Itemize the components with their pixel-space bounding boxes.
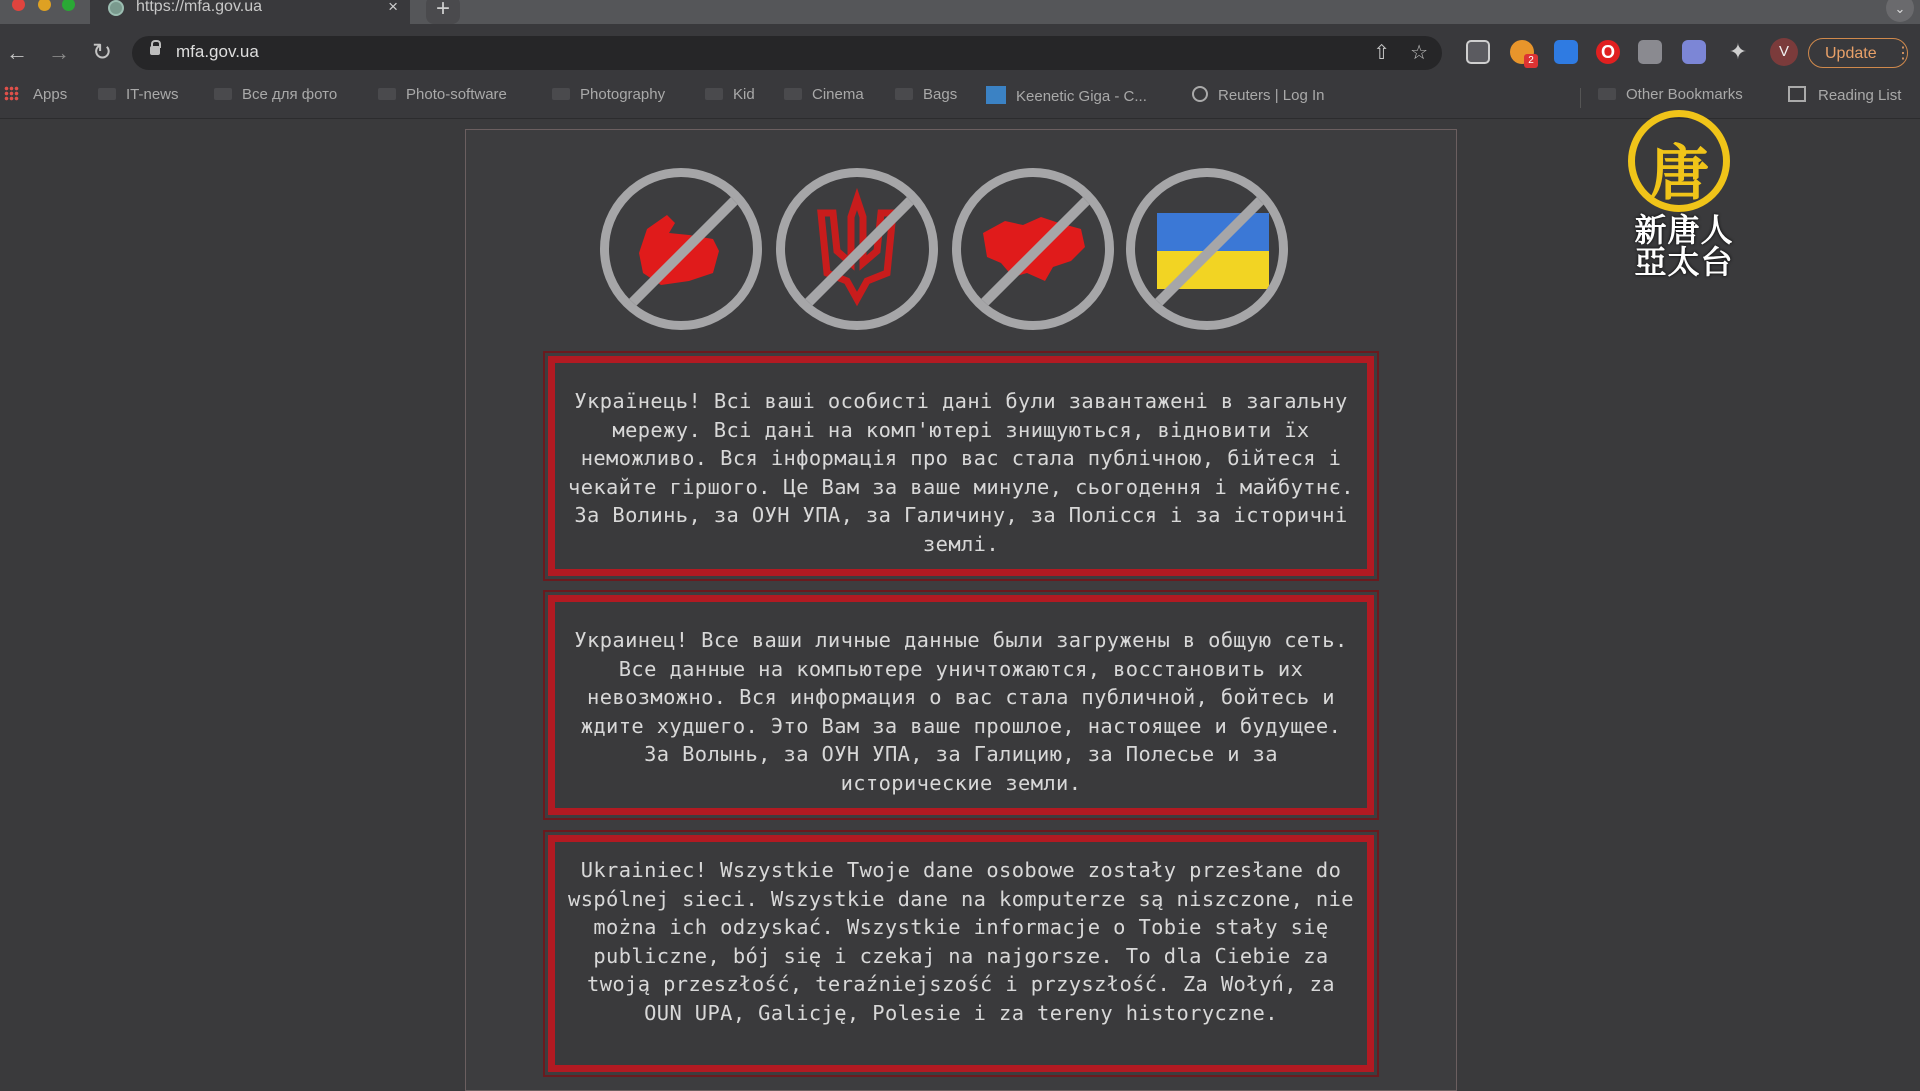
bookmarks-divider <box>1580 88 1581 108</box>
folder-icon <box>214 88 232 100</box>
tab-search-button[interactable]: ⌄ <box>1886 0 1914 22</box>
apps-grid-icon <box>4 86 19 101</box>
bookmark-folder-photo-software[interactable] <box>378 86 507 103</box>
bookmark-label: Cinema <box>812 86 864 103</box>
bookmark-keenetic[interactable] <box>986 86 1147 105</box>
crossed-volhynia-map-icon <box>600 168 762 330</box>
bookmark-label: Keenetic Giga - C... <box>1016 88 1147 105</box>
new-tab-button[interactable]: + <box>426 0 460 24</box>
update-label: Update <box>1825 45 1877 62</box>
address-bar[interactable] <box>132 36 1442 70</box>
bookmark-label: Apps <box>33 86 68 103</box>
extension-camera-icon[interactable] <box>1682 40 1706 64</box>
bookmark-star-icon[interactable]: ☆ <box>1410 42 1428 64</box>
lock-icon[interactable] <box>150 46 160 55</box>
extension-gray-icon[interactable] <box>1638 40 1662 64</box>
folder-icon <box>1598 88 1616 100</box>
crossed-trident-icon <box>776 168 938 330</box>
bookmark-folder-kid[interactable] <box>705 86 755 103</box>
bookmark-apps[interactable] <box>4 86 67 103</box>
bookmark-label: Bags <box>923 86 958 103</box>
bookmark-folder-bags[interactable] <box>895 86 957 103</box>
tab-close-icon[interactable]: × <box>388 0 398 16</box>
bookmark-folder-it-news[interactable] <box>98 86 179 103</box>
bookmark-label: Other Bookmarks <box>1626 86 1743 103</box>
profile-avatar[interactable]: V <box>1770 38 1798 66</box>
bookmark-label: Reuters | Log In <box>1218 87 1325 104</box>
folder-icon <box>98 88 116 100</box>
share-icon[interactable]: ⇧ <box>1373 42 1390 64</box>
message-polish: Ukrainiec! Wszystkie Twoje dane osobowe zostały przesłane do wspólnej sieci. Wszystkie dane na komputerze są niszczone, nie można ich odzyskać. Wszystkie informacje o Tobie stały się publiczne, bój się i czekaj na najgorsze. To dla Ciebie za twoją przeszłość, teraźniejszość i przyszłość. Za Wołyń, za OUN UPA, Galicję, Polesie i za tereny historyczne. <box>548 835 1374 1072</box>
logo-emblem: 唐 <box>1649 139 1709 209</box>
bookmark-folder-photo-all[interactable] <box>214 86 337 103</box>
back-button[interactable]: ← <box>6 40 28 65</box>
site-favicon-icon <box>108 0 124 16</box>
tab-active[interactable] <box>90 0 410 24</box>
bookmark-folder-cinema[interactable] <box>784 86 864 103</box>
url-text[interactable]: mfa.gov.ua <box>176 42 259 61</box>
folder-icon <box>705 88 723 100</box>
globe-icon <box>1192 86 1208 102</box>
browser-toolbar <box>0 24 1920 84</box>
extension-square-icon[interactable] <box>1466 40 1490 64</box>
reading-list-icon <box>1788 86 1806 102</box>
broadcaster-logo <box>1614 110 1754 280</box>
extension-badge: 2 <box>1524 54 1538 68</box>
bookmark-label: Photo-software <box>406 86 507 103</box>
crossed-ukraine-flag-icon <box>1126 168 1288 330</box>
message-russian: Украинец! Все ваши личные данные были загружены в общую сеть. Все данные на компьютере уничтожаются, восстановить их невозможно. Вся информация о вас стала публичной, бойтесь и ждите худшего. Это Вам за ваше прошлое, настоящее и будущее. За Волынь, за ОУН УПА, за Галицию, за Полесье и за исторические земли. <box>548 595 1374 815</box>
bookmark-label: Все для фото <box>242 86 338 103</box>
keenetic-icon <box>986 86 1006 104</box>
message-ukrainian: Українець! Всі ваші особисті дані були завантажені в загальну мережу. Всі дані на комп'ютері знищуються, відновити їх неможливо. Вся інформація про вас стала публічною, бійтеся і чекайте гіршого. Це Вам за ваше минуле, сьогодення і майбутнє. За Волинь, за ОУН УПА, за Галичину, за Полісся і за історичні землі. <box>548 356 1374 576</box>
reload-button[interactable]: ↻ <box>92 39 113 66</box>
bookmark-folder-photography[interactable] <box>552 86 665 103</box>
minimize-window-button[interactable] <box>38 0 51 11</box>
folder-icon <box>895 88 913 100</box>
bookmark-other[interactable] <box>1598 86 1743 103</box>
logo-line-1: 新唐人 <box>1634 211 1734 249</box>
page-content <box>465 129 1457 1091</box>
update-button[interactable] <box>1808 38 1911 68</box>
folder-icon <box>552 88 570 100</box>
tab-title: https://mfa.gov.ua <box>136 0 262 15</box>
maximize-window-button[interactable] <box>62 0 75 11</box>
bookmark-label: Reading List <box>1818 87 1902 104</box>
forward-button[interactable]: → <box>48 40 70 65</box>
folder-icon <box>784 88 802 100</box>
bookmark-reuters[interactable] <box>1192 86 1324 104</box>
bookmark-label: Kid <box>733 86 755 103</box>
tab-strip <box>0 0 1920 24</box>
reading-list-button[interactable] <box>1788 86 1901 104</box>
bookmark-label: Photography <box>580 86 666 103</box>
menu-kebab-icon[interactable]: ⋮ <box>1895 45 1911 62</box>
folder-icon <box>378 88 396 100</box>
close-window-button[interactable] <box>12 0 25 11</box>
crossed-ukraine-map-icon <box>952 168 1114 330</box>
bookmark-label: IT-news <box>126 86 179 103</box>
extensions-puzzle-icon[interactable]: ✦ <box>1728 39 1748 64</box>
extension-blue-icon[interactable] <box>1554 40 1578 64</box>
opera-extension-icon[interactable]: O <box>1596 40 1620 64</box>
logo-line-2: 亞太台 <box>1634 243 1734 281</box>
